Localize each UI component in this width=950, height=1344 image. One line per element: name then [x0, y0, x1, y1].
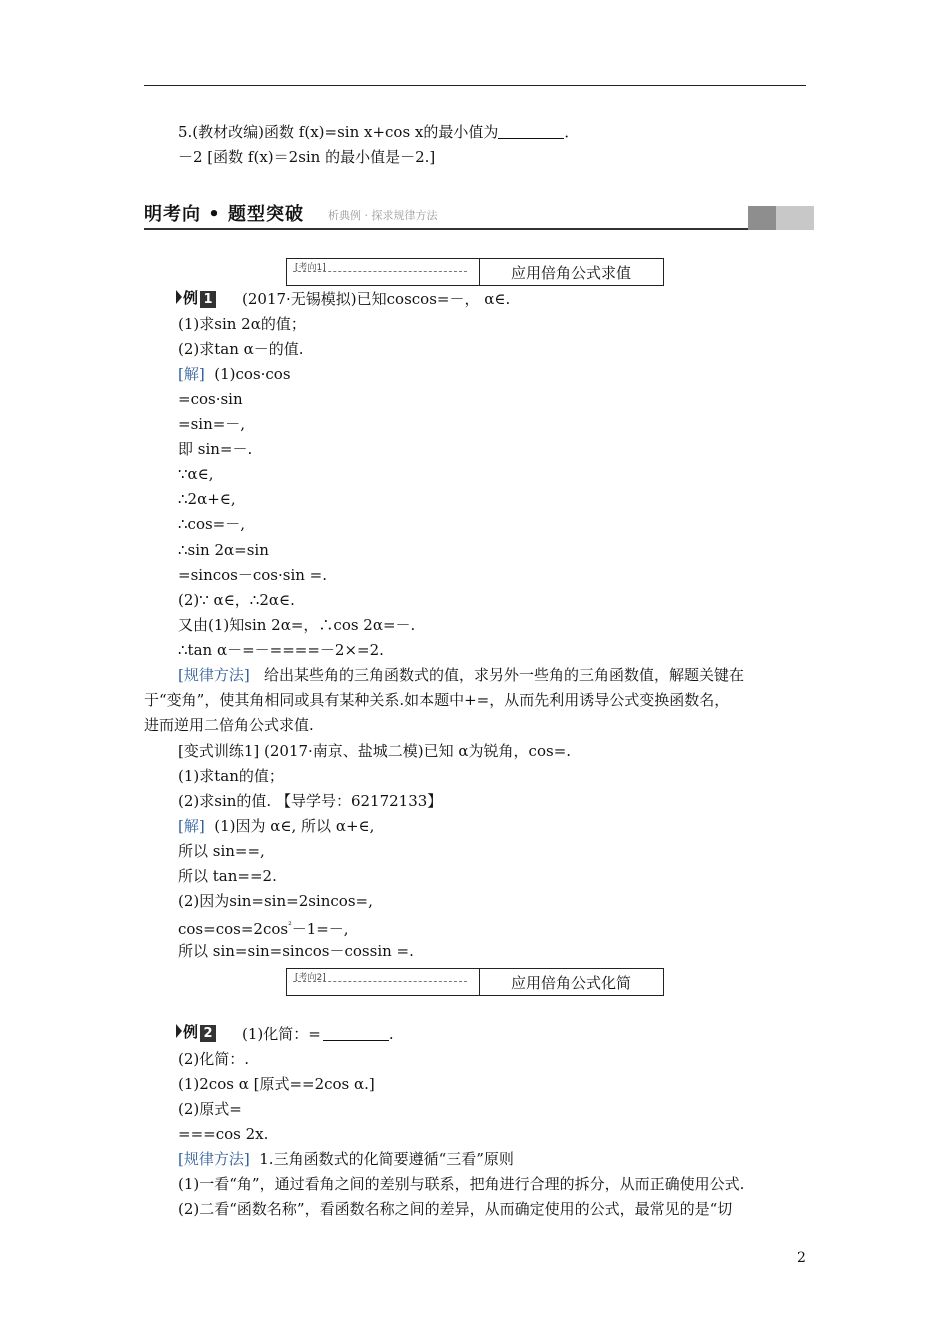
rule-tag: [规律方法] — [178, 1150, 250, 1168]
rule-tag: [规律方法] — [178, 666, 250, 684]
ex1-rule-line-3: 进而逆用二倍角公式求值. — [144, 716, 314, 734]
ex2-rule-line-3: (2)二看“函数名称”，看函数名称之间的差异，从而确定使用的公式，最常见的是“切 — [178, 1200, 733, 1218]
example-1-question: (2017·无锡模拟)已知coscos=－， α∈. — [242, 290, 511, 308]
topic-label-2: [考向2] — [295, 973, 326, 983]
problem-5 — [178, 122, 579, 142]
var1-line: 所以 tan==2. — [178, 867, 277, 885]
problem-5-answer: －2 [函数 f(x)＝2sin 的最小值是－2.] — [178, 148, 436, 166]
ex2-rule-line-2: (1)一看“角”，通过看角之间的差别与联系，把角进行合理的拆分，从而正确使用公式. — [178, 1175, 745, 1193]
example-1-mark: 例 1 — [176, 288, 216, 308]
variant-1-title: [变式训练1] (2017·南京、盐城二模)已知 α为锐角，cos=. — [178, 742, 572, 760]
example-2-question: (1)化简：= . — [242, 1025, 394, 1043]
triangle-icon — [176, 290, 182, 304]
ex1-line: =cos·sin — [178, 390, 243, 408]
ex1-line: (2)∵ α∈，∴2α∈. — [178, 591, 295, 609]
ex1-line: =sin=－, — [178, 415, 246, 433]
example-2-mark: 例 2 — [176, 1022, 216, 1042]
var1-line: (2)求sin的值. 【导学号：62172133】 — [178, 792, 443, 810]
ex1-line: ∴tan α－=－====－2×=2. — [178, 641, 384, 659]
ex1-line: ∴sin 2α=sin — [178, 541, 269, 559]
ex2-line: (2)化简：. — [178, 1050, 250, 1068]
section-dark-block — [748, 206, 776, 230]
var1-line: $\cos=\cos=2\cos^{^2}-1=-$, — [178, 920, 349, 938]
ex2-line: (1)2cos α [原式==2cos α.] — [178, 1075, 375, 1093]
topic-title-1: 应用倍角公式求值 — [510, 264, 631, 282]
ex2-line: (2)原式= — [178, 1100, 242, 1118]
ex1-line: (2)求tan α－的值. — [178, 340, 304, 358]
page-number: 2 — [797, 1250, 806, 1266]
ex2-rule-line-1: [规律方法] 1.三角函数式的化简要遵循“三看”原则 — [178, 1150, 514, 1168]
problem-5-text: 5.(教材改编)函数 f(x)=sin x+cos x的最小值为 — [178, 123, 499, 141]
var1-line: 所以 sin=sin=sincos－cossin =. — [178, 942, 414, 960]
solution-tag: [解] — [178, 817, 205, 835]
topic-title-2: 应用倍角公式化简 — [510, 974, 631, 992]
section-title: 明考向 • 题型突破 — [144, 204, 305, 225]
ex2-line: ===cos 2x. — [178, 1125, 269, 1143]
ex1-line: ∴cos=－, — [178, 515, 246, 533]
ex1-rule-line-2: 于“变角”，使其角相同或具有某种关系.如本题中+=，从而先利用诱导公式变换函数名， — [144, 691, 730, 709]
triangle-icon — [176, 1024, 182, 1038]
var1-line: (2)因为sin=sin=2sincos=, — [178, 892, 373, 910]
answer-blank — [498, 124, 564, 139]
section-light-block — [776, 206, 814, 230]
ex1-solution-start: [解] (1)cos·cos — [178, 365, 291, 383]
example-number-1: 1 — [200, 291, 216, 308]
section-underline — [144, 228, 748, 230]
answer-blank — [323, 1026, 389, 1041]
ex1-line: =sincos－cos·sin =. — [178, 566, 328, 584]
example-number-2: 2 — [200, 1025, 216, 1042]
var1-line: 所以 sin==, — [178, 842, 265, 860]
ex1-line: (1)求sin 2α的值； — [178, 315, 306, 333]
var1-line: (1)求tan的值； — [178, 767, 284, 785]
ex1-line: 即 sin=－. — [178, 440, 253, 458]
solution-tag: [解] — [178, 365, 205, 383]
var1-solution-start: [解] (1)因为 α∈, 所以 α+∈, — [178, 817, 375, 835]
section-subtitle: 析典例 · 探求规律方法 — [328, 209, 438, 222]
topic-dashline — [293, 981, 467, 982]
topic-box-2 — [286, 968, 664, 996]
topic-label-1: [考向1] — [295, 263, 326, 273]
ex1-line: ∴2α+∈, — [178, 490, 236, 508]
ex1-line: ∵α∈, — [178, 465, 214, 483]
section-header — [144, 204, 814, 230]
topic-box-1 — [286, 258, 664, 286]
header-rule — [144, 85, 806, 86]
problem-5-end: ． — [564, 123, 580, 141]
ex1-line: 又由(1)知sin 2α=，∴cos 2α=－. — [178, 616, 416, 634]
ex1-rule-line-1: [规律方法] 给出某些角的三角函数式的值，求另外一些角的三角函数值，解题关键在 — [178, 666, 745, 684]
topic-dashline — [293, 271, 467, 272]
